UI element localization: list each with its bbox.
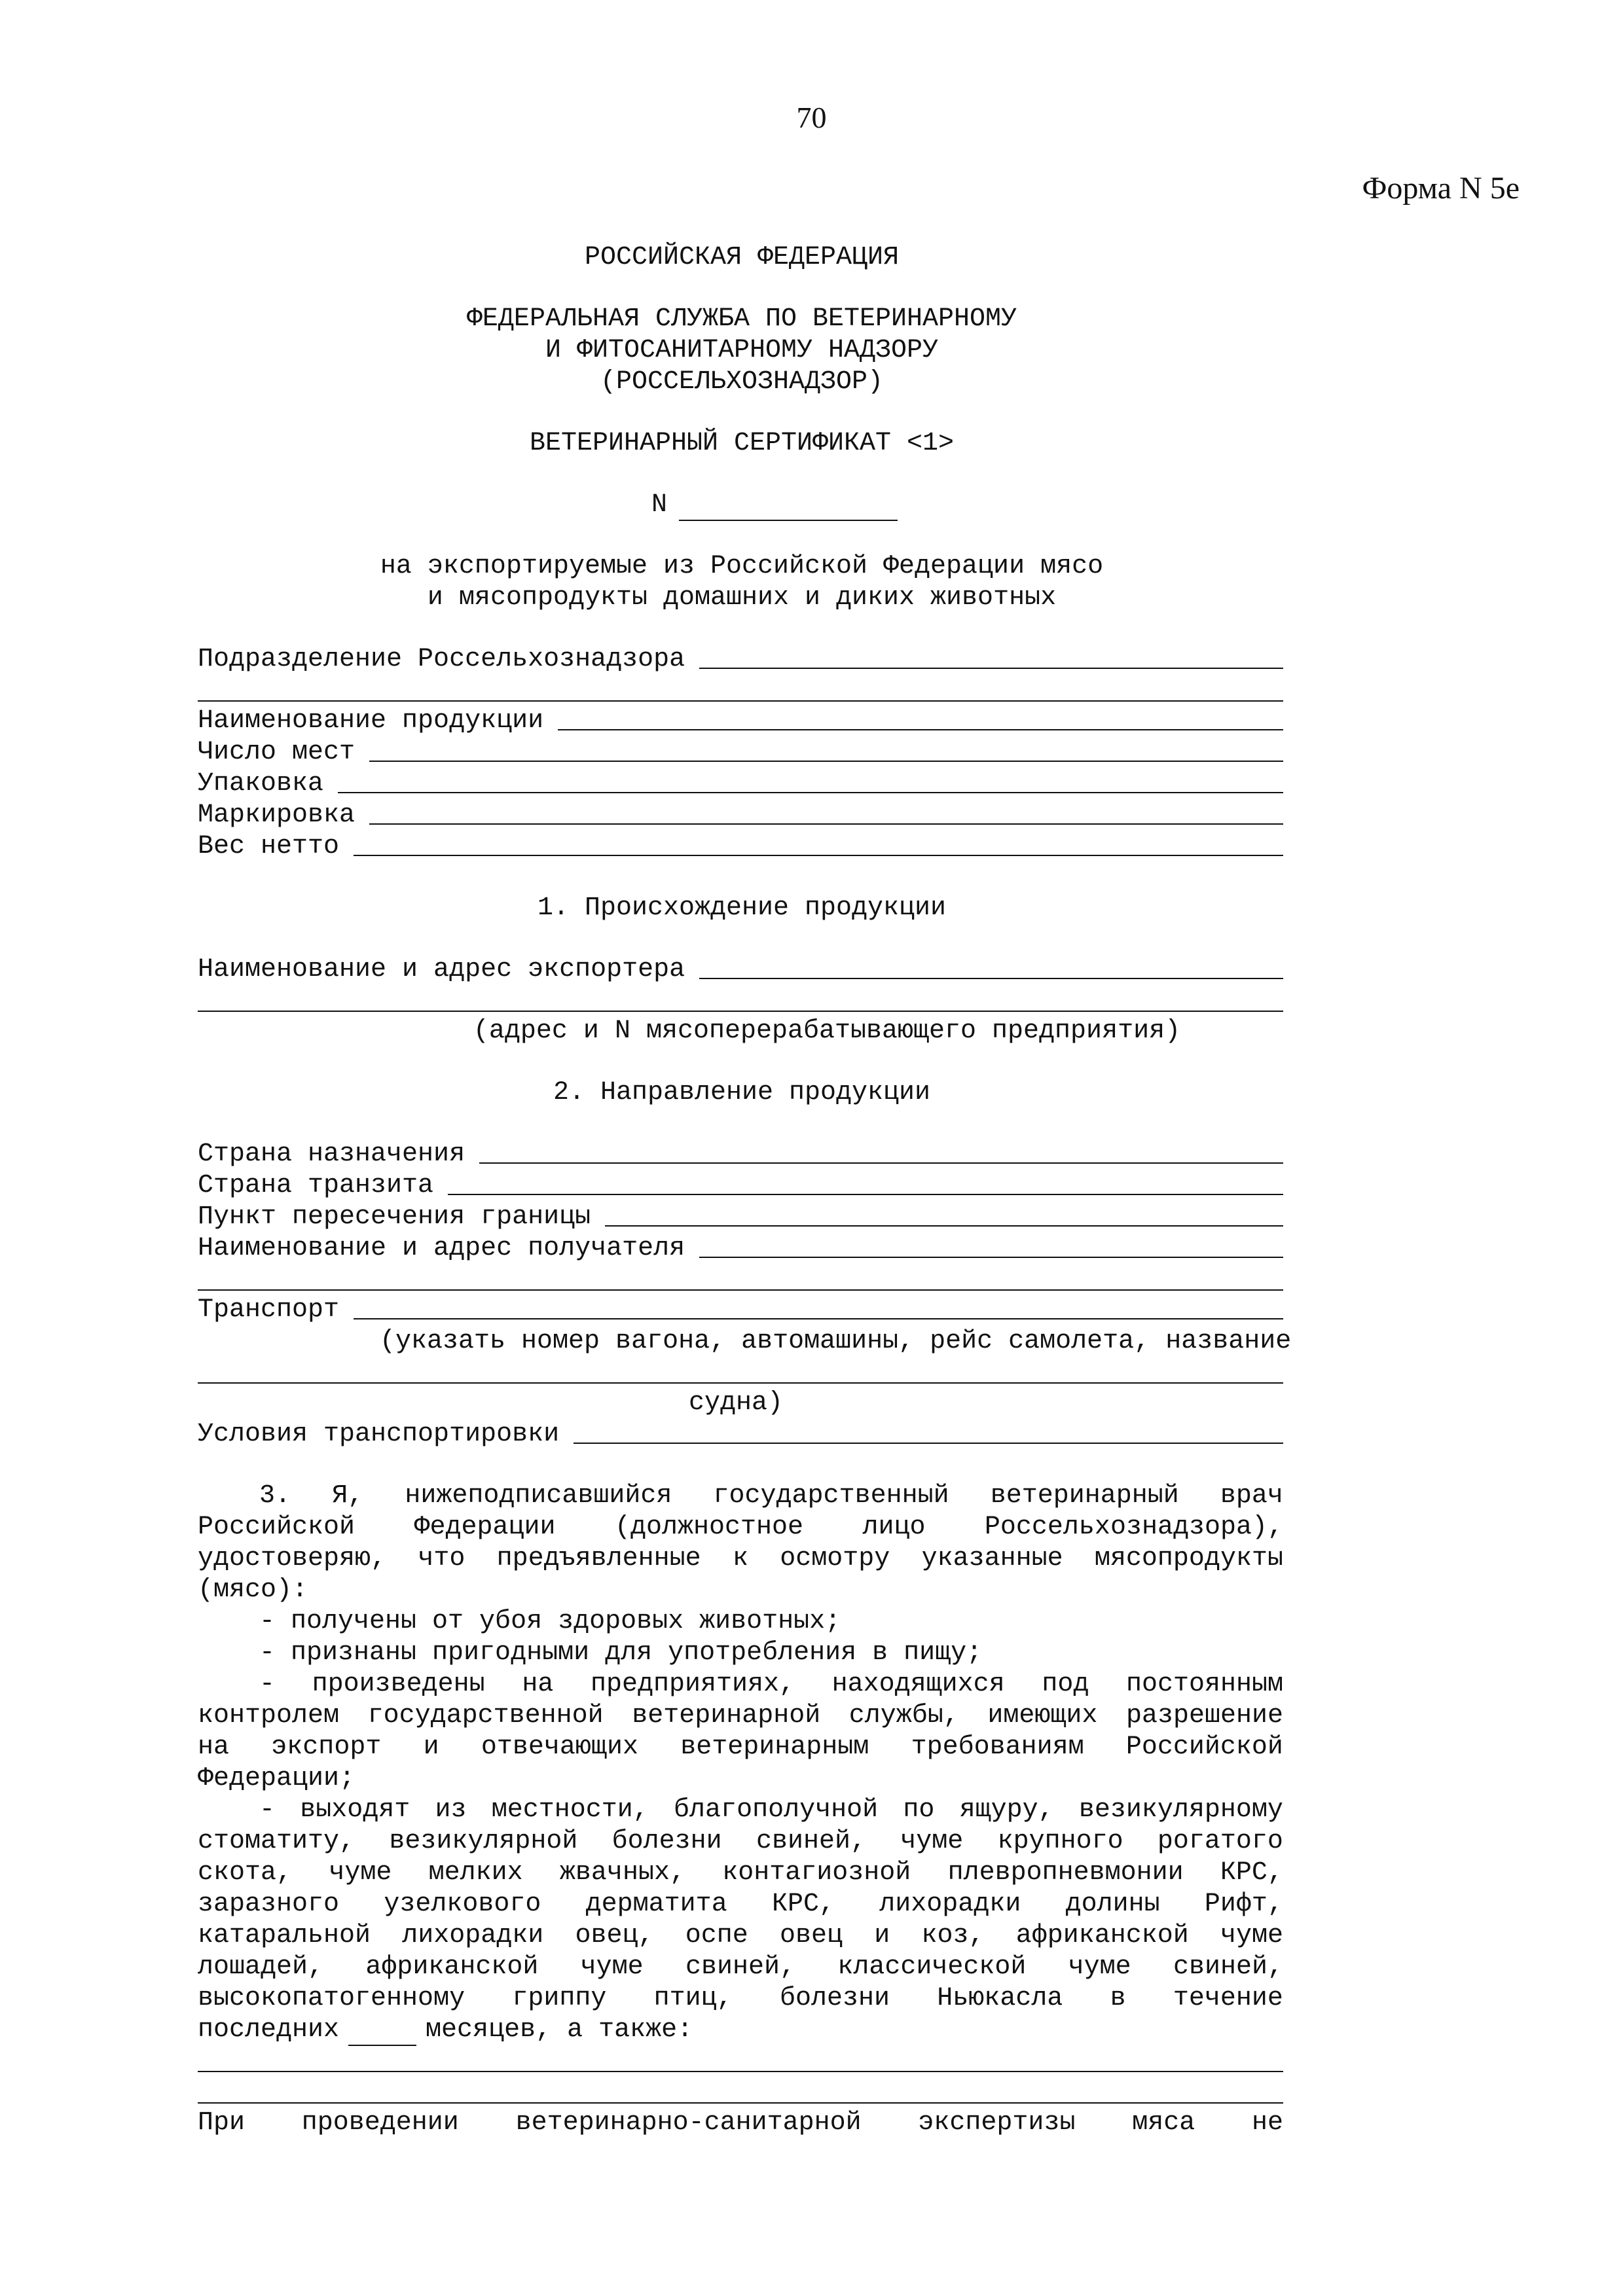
word: Российской — [198, 1513, 356, 1542]
word: птиц, — [653, 1984, 733, 2013]
word: и — [423, 1732, 439, 1762]
field-recipient-label: Наименование и адрес получателя — [198, 1234, 685, 1263]
word: ветеринарно-санитарной — [515, 2108, 862, 2138]
word: имеющих — [987, 1701, 1098, 1731]
word: скота, — [198, 1858, 293, 1888]
subtitle-line2: и мясопродукты домашних и диких животных — [427, 583, 1057, 613]
word: чуме — [1220, 1921, 1283, 1950]
field-transport-blank[interactable] — [354, 1318, 1283, 1319]
word: КРС, — [771, 1890, 835, 1919]
word: лихорадки — [879, 1890, 1021, 1919]
field-packaging-label: Упаковка — [198, 769, 324, 798]
word: свиней, — [1173, 1952, 1283, 1982]
form-number: Форма N 5е — [1362, 171, 1520, 206]
section3-bullet4-line5 — [198, 1920, 1283, 1952]
word: находящихся — [831, 1670, 1005, 1699]
section3-bullet3-line1 — [259, 1669, 1283, 1700]
field-conditions — [198, 1419, 1283, 1450]
word: мелких — [428, 1858, 523, 1888]
field-marking-label: Маркировка — [198, 800, 356, 830]
section2-title: 2. Направление продукции — [553, 1078, 931, 1107]
word: 3. — [259, 1481, 291, 1511]
word: отвечающих — [481, 1732, 638, 1762]
word: овец — [780, 1921, 843, 1950]
certificate-number-field[interactable] — [679, 495, 898, 521]
field-division-continuation[interactable] — [198, 700, 1283, 702]
word: высокопатогенному — [198, 1984, 465, 2013]
word: коз, — [921, 1921, 985, 1950]
word: течение — [1173, 1984, 1283, 2013]
section3-bullet4-line4 — [198, 1889, 1283, 1920]
section3-bullet4-line2 — [198, 1826, 1283, 1857]
word: к — [732, 1544, 748, 1573]
word: Россельхознадзора), — [984, 1513, 1283, 1542]
word: ящуру, — [959, 1795, 1054, 1825]
field-packaging-blank[interactable] — [338, 792, 1283, 793]
word: благополучной — [674, 1795, 879, 1825]
word: ветеринарный — [990, 1481, 1179, 1511]
field-places-blank[interactable] — [369, 761, 1283, 762]
word: африканской — [365, 1952, 539, 1982]
section3-bullet4-line8 — [198, 2015, 693, 2046]
word: классической — [837, 1952, 1027, 1982]
additional-info-line2[interactable] — [198, 2102, 1283, 2104]
word: мяса — [1132, 2108, 1195, 2138]
field-destination — [198, 1139, 1283, 1170]
word: крупного — [997, 1827, 1123, 1856]
header-agency-line3: (РОССЕЛЬХОЗНАДЗОР) — [600, 367, 884, 397]
section3-bullet4-line7 — [198, 1983, 1283, 2015]
field-recipient-blank[interactable] — [699, 1257, 1283, 1258]
field-border-blank[interactable] — [605, 1225, 1283, 1227]
field-product-name-label: Наименование продукции — [198, 706, 544, 736]
section3-bullet4-line3 — [198, 1857, 1283, 1889]
field-division-label: Подразделение Россельхознадзора — [198, 645, 685, 674]
additional-info-line1[interactable] — [198, 2071, 1283, 2072]
transport-note-line1: (указать номер вагона, автомашины, рейс самолета, название — [380, 1327, 1292, 1356]
word: постоянным — [1125, 1670, 1283, 1699]
field-transit — [198, 1170, 1283, 1202]
word: долины — [1065, 1890, 1160, 1919]
word: требованиям — [911, 1732, 1084, 1762]
word: государственной — [367, 1701, 604, 1731]
word: произведены — [312, 1670, 485, 1699]
word: ветеринарным — [680, 1732, 869, 1762]
field-net-weight — [198, 831, 1283, 863]
word: КРС, — [1220, 1858, 1283, 1888]
field-conditions-label: Условия транспортировки — [198, 1420, 560, 1449]
section3-line4: (мясо): — [198, 1575, 308, 1605]
word: выходят — [300, 1795, 410, 1825]
months-suffix: месяцев, а также: — [426, 2015, 693, 2045]
word: в — [1110, 1984, 1126, 2013]
word: дерматита — [585, 1890, 727, 1919]
word: указанные — [921, 1544, 1063, 1573]
word: Российской — [1125, 1732, 1283, 1762]
transport-note-line2: судна) — [689, 1388, 784, 1418]
field-exporter — [198, 954, 1283, 986]
word: предъявленные — [496, 1544, 701, 1573]
word: заразного — [198, 1890, 340, 1919]
field-packaging — [198, 768, 1283, 800]
section3-bullet4-line1 — [259, 1795, 1283, 1826]
word: чуме — [1068, 1952, 1131, 1982]
word: не — [1251, 2108, 1283, 2138]
word: лошадей, — [198, 1952, 324, 1982]
word: чуме — [580, 1952, 644, 1982]
word: - — [259, 1670, 276, 1699]
word: службы, — [848, 1701, 959, 1731]
word: Я, — [332, 1481, 364, 1511]
word: предприятиях, — [590, 1670, 795, 1699]
months-blank-field[interactable] — [348, 2020, 416, 2046]
word: лихорадки — [402, 1921, 544, 1950]
word: на — [198, 1732, 230, 1762]
section3-last-line — [198, 2108, 1283, 2139]
field-exporter-blank[interactable] — [699, 978, 1283, 979]
word: контагиозной — [722, 1858, 911, 1888]
word: и — [874, 1921, 890, 1950]
word: рогатого — [1157, 1827, 1283, 1856]
section1-title: 1. Происхождение продукции — [537, 893, 947, 923]
field-product-name — [198, 706, 1283, 737]
section3-bullet3-line3 — [198, 1732, 1283, 1763]
field-destination-label: Страна назначения — [198, 1139, 465, 1169]
field-marking-blank[interactable] — [369, 823, 1283, 825]
word: - — [259, 1795, 276, 1825]
word: болезни — [779, 1984, 890, 2013]
subtitle-line1: на экспортируемые из Российской Федерации мясо — [380, 552, 1104, 581]
field-exporter-continuation[interactable] — [198, 1011, 1283, 1012]
exporter-note: (адрес и N мясоперерабатывающего предприятия) — [473, 1016, 1181, 1046]
word: свиней, — [756, 1827, 866, 1856]
field-places — [198, 737, 1283, 768]
field-transit-label: Страна транзита — [198, 1171, 434, 1200]
word: Рифт, — [1204, 1890, 1283, 1919]
field-net-weight-blank[interactable] — [354, 855, 1283, 856]
word: катаральной — [198, 1921, 371, 1950]
word: под — [1042, 1670, 1089, 1699]
word: стоматиту, — [198, 1827, 356, 1856]
word: местности, — [491, 1795, 649, 1825]
field-transport — [198, 1295, 1283, 1326]
word: лицо — [862, 1513, 926, 1542]
field-transport-label: Транспорт — [198, 1295, 340, 1325]
document-title: ВЕТЕРИНАРНЫЙ СЕРТИФИКАТ <1> — [529, 429, 955, 458]
word: экспертизы — [918, 2108, 1076, 2138]
field-border — [198, 1202, 1283, 1233]
field-border-label: Пункт пересечения границы — [198, 1202, 591, 1232]
word: чуме — [900, 1827, 964, 1856]
section3-line3 — [198, 1543, 1283, 1575]
word: разрешение — [1125, 1701, 1283, 1731]
word: удостоверяю, — [198, 1544, 387, 1573]
word: узелкового — [384, 1890, 541, 1919]
word: Ньюкасла — [937, 1984, 1063, 2013]
word: проведении — [301, 2108, 459, 2138]
field-exporter-label: Наименование и адрес экспортера — [198, 955, 685, 984]
word: овец, — [575, 1921, 654, 1950]
word: по — [903, 1795, 935, 1825]
word: (должностное — [614, 1513, 804, 1542]
header-agency-line1: ФЕДЕРАЛЬНАЯ СЛУЖБА ПО ВЕТЕРИНАРНОМУ — [466, 304, 1017, 334]
section3-line2 — [198, 1512, 1283, 1543]
word: гриппу — [512, 1984, 607, 2013]
field-recipient-continuation[interactable] — [198, 1289, 1283, 1291]
field-marking — [198, 800, 1283, 831]
word: жвачных, — [559, 1858, 685, 1888]
word: мясопродукты — [1094, 1544, 1283, 1573]
word: плевропневмонии — [947, 1858, 1184, 1888]
field-division-blank[interactable] — [699, 668, 1283, 669]
word: африканской — [1015, 1921, 1189, 1950]
word: оспе — [685, 1921, 748, 1950]
word: Федерации — [414, 1513, 556, 1542]
word: врач — [1220, 1481, 1283, 1511]
field-division — [198, 644, 1283, 675]
field-net-weight-label: Вес нетто — [198, 832, 340, 861]
word: свиней, — [685, 1952, 796, 1982]
field-places-label: Число мест — [198, 738, 356, 767]
word: ветеринарной — [632, 1701, 821, 1731]
section3-bullet1: - получены от убоя здоровых животных; — [259, 1607, 841, 1636]
section3-bullet3-line2 — [198, 1700, 1283, 1732]
certificate-number-row — [0, 490, 1484, 521]
word: При — [198, 2108, 246, 2138]
word: везикулярной — [389, 1827, 578, 1856]
word: осмотру — [780, 1544, 890, 1573]
field-transport-continuation[interactable] — [198, 1382, 1283, 1384]
word: болезни — [611, 1827, 722, 1856]
number-label: N — [651, 490, 667, 520]
word: чуме — [329, 1858, 392, 1888]
field-transit-blank[interactable] — [448, 1194, 1283, 1195]
months-prefix: последних — [198, 2015, 340, 2045]
section3-bullet4-line6 — [198, 1952, 1283, 1983]
word: экспорт — [271, 1732, 382, 1762]
field-conditions-blank[interactable] — [574, 1443, 1283, 1444]
field-destination-blank[interactable] — [479, 1162, 1283, 1164]
header-agency-line2: И ФИТОСАНИТАРНОМУ НАДЗОРУ — [545, 336, 939, 365]
field-recipient — [198, 1233, 1283, 1265]
header-country: РОССИЙСКАЯ ФЕДЕРАЦИЯ — [584, 243, 900, 272]
word: контролем — [198, 1701, 340, 1731]
word: нижеподписавшийся — [405, 1481, 672, 1511]
word: что — [418, 1544, 465, 1573]
section3-line1 — [259, 1480, 1283, 1512]
word: государственный — [713, 1481, 949, 1511]
word: на — [522, 1670, 554, 1699]
field-product-name-blank[interactable] — [558, 729, 1283, 730]
section3-bullet3-line4: Федерации; — [198, 1764, 356, 1793]
word: из — [435, 1795, 467, 1825]
page-number: 70 — [796, 101, 827, 134]
word: везикулярному — [1078, 1795, 1283, 1825]
section3-bullet2: - признаны пригодными для употребления в пищу; — [259, 1638, 983, 1668]
